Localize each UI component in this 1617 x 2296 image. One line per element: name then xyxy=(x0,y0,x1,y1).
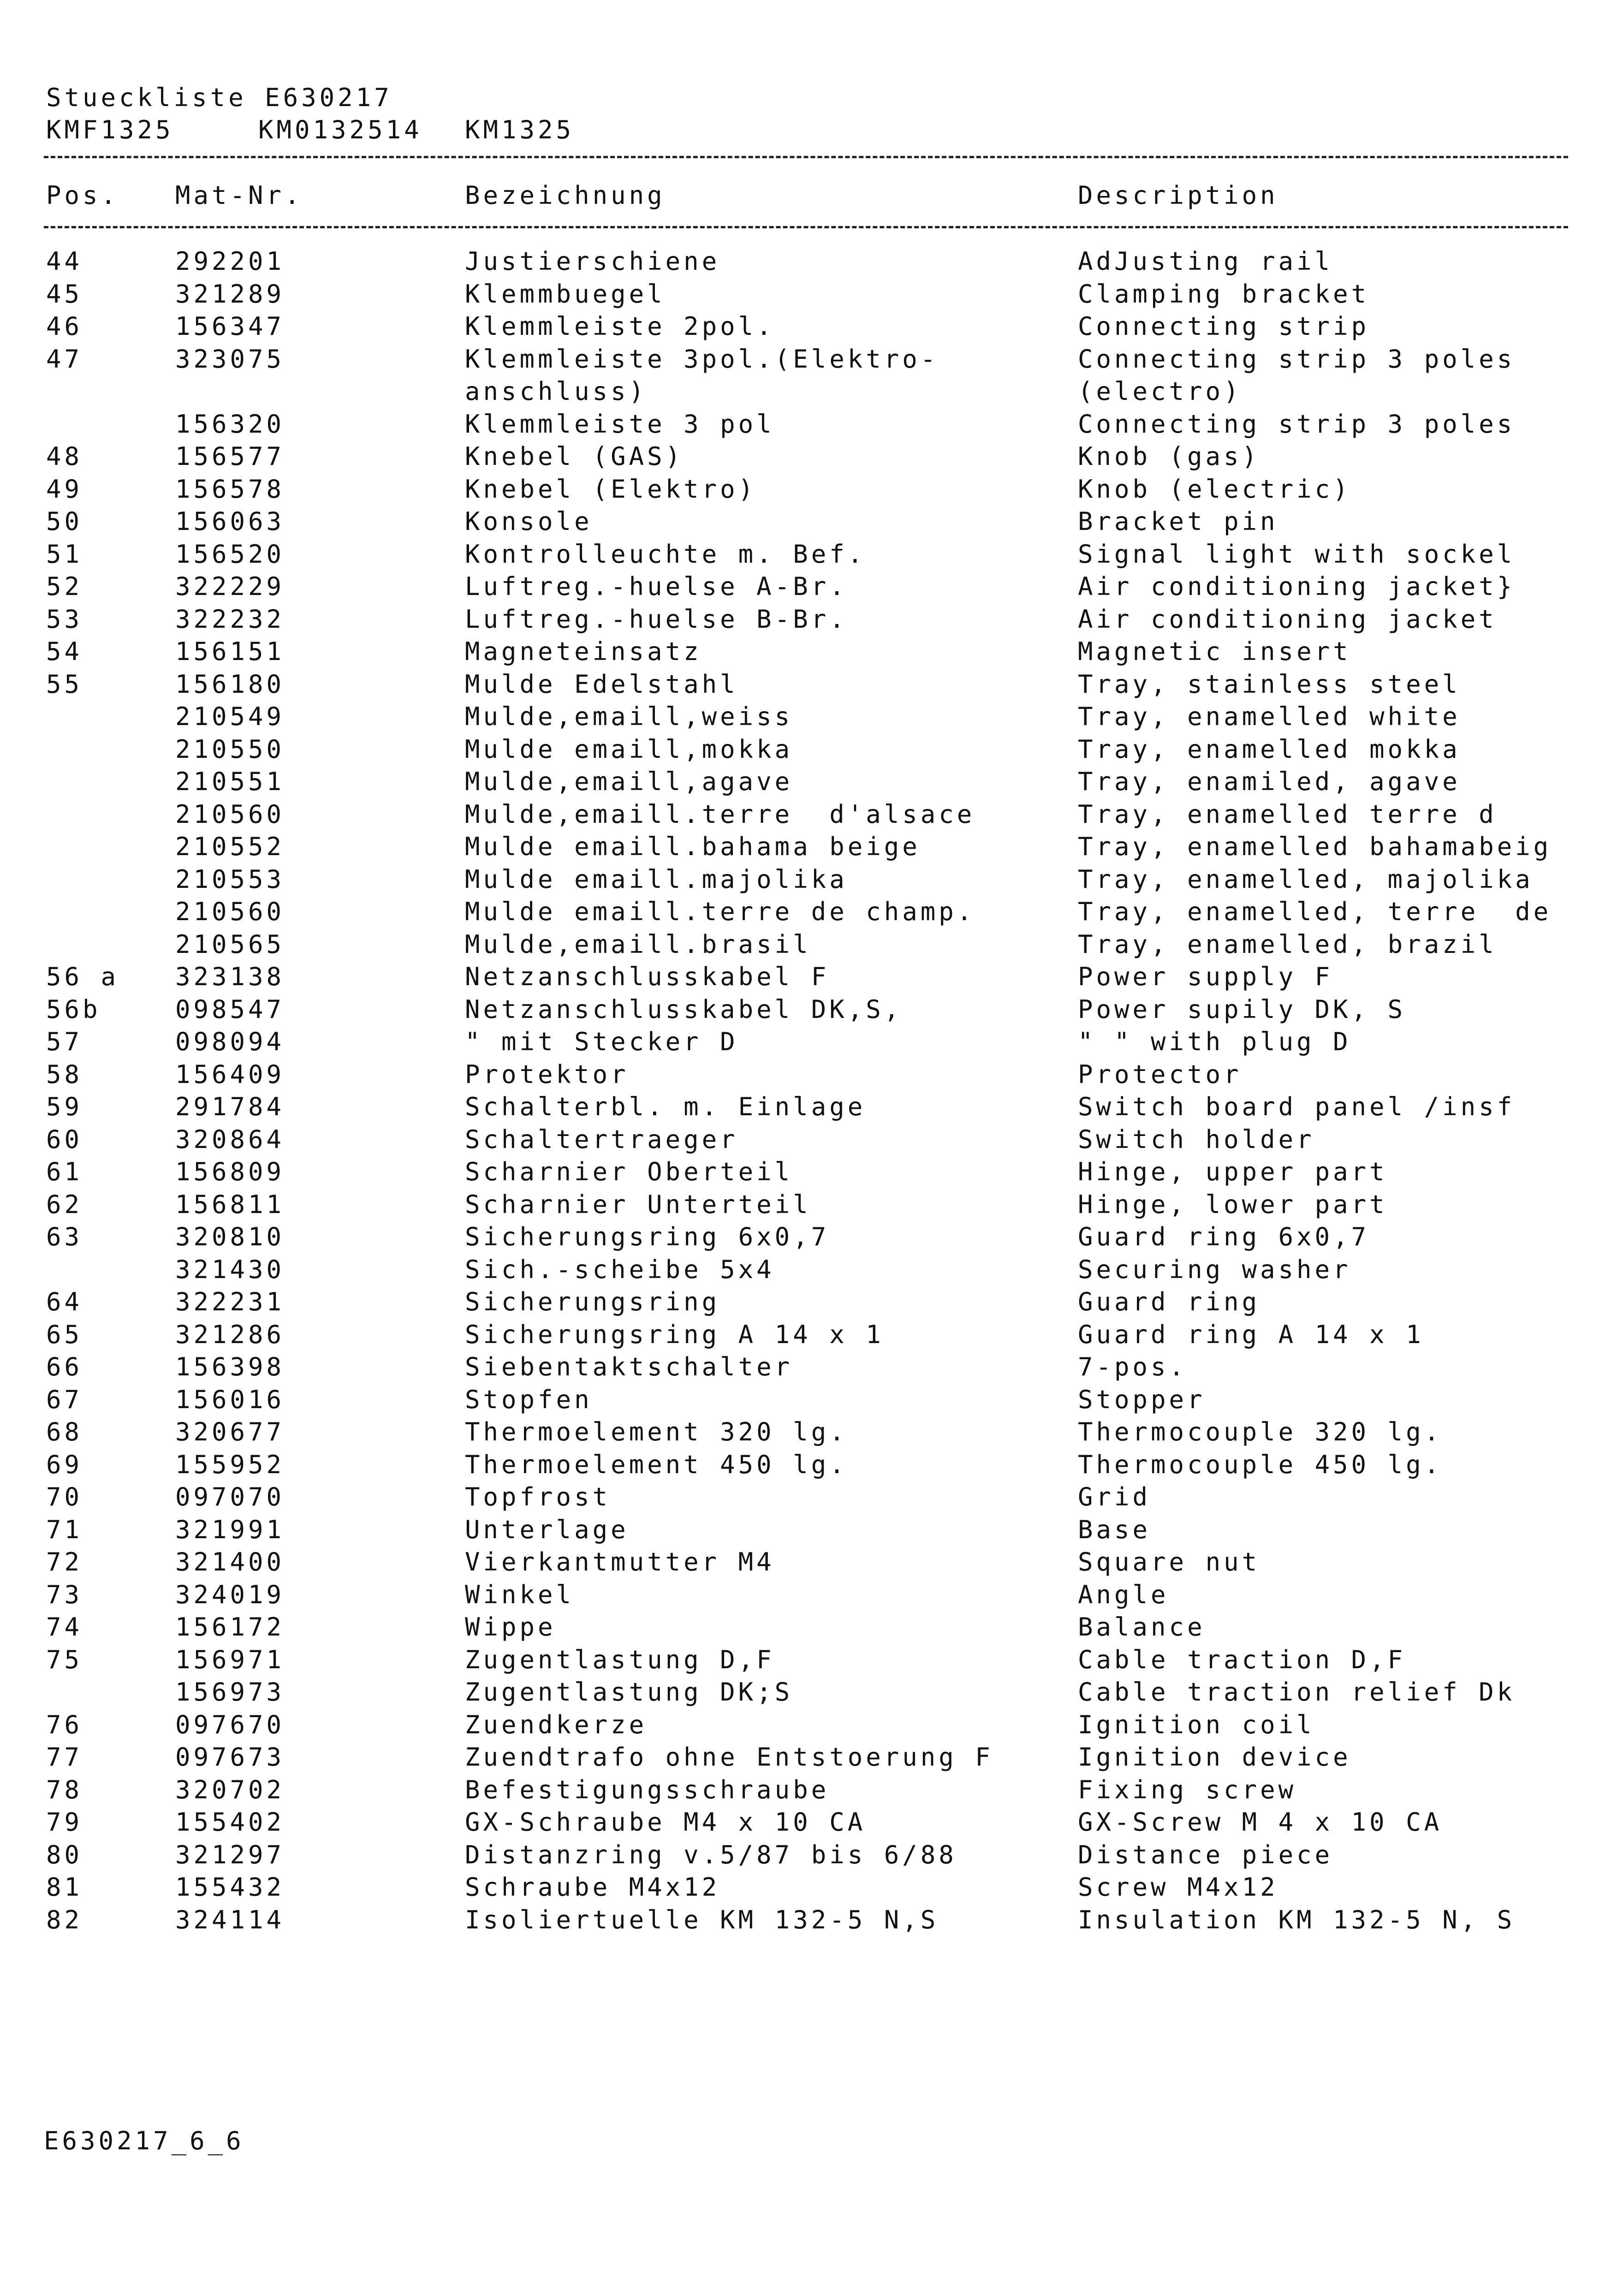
document-title: Stueckliste E630217 xyxy=(46,83,392,112)
cell-pos: 70 xyxy=(46,1482,83,1511)
cell-description: " " with plug D xyxy=(1078,1027,1351,1056)
cell-pos: 57 xyxy=(46,1027,83,1056)
cell-bezeichnung: Scharnier Unterteil xyxy=(465,1190,811,1219)
table-row xyxy=(0,964,1617,997)
cell-pos: 44 xyxy=(46,247,83,276)
cell-description: Screw M4x12 xyxy=(1078,1873,1278,1902)
cell-mat-nr: 155402 xyxy=(175,1808,285,1837)
cell-mat-nr: 210560 xyxy=(175,897,285,926)
cell-description: Magnetic insert xyxy=(1078,637,1351,666)
cell-description: Protector xyxy=(1078,1059,1242,1089)
table-row xyxy=(0,1612,1617,1647)
cell-pos: 80 xyxy=(46,1840,83,1869)
cell-mat-nr: 156577 xyxy=(175,442,285,471)
cell-bezeichnung: Mulde,emaill,weiss xyxy=(465,702,793,731)
cell-bezeichnung: Mulde emaill.bahama beige xyxy=(465,832,921,861)
table-row xyxy=(0,444,1617,476)
cell-description: Power supply F xyxy=(1078,962,1333,991)
cell-bezeichnung: Mulde,emaill.brasil xyxy=(465,929,811,959)
cell-bezeichnung: Schaltertraeger xyxy=(465,1124,738,1154)
cell-mat-nr: 210560 xyxy=(175,799,285,829)
cell-bezeichnung: Schalterbl. m. Einlage xyxy=(465,1092,866,1121)
cell-mat-nr: 097673 xyxy=(175,1743,285,1772)
column-header-description: Description xyxy=(1078,181,1278,210)
cell-mat-nr: 156578 xyxy=(175,474,285,504)
cell-bezeichnung: Klemmleiste 3pol.(Elektro- xyxy=(465,344,939,374)
cell-pos: 82 xyxy=(46,1905,83,1934)
table-row xyxy=(0,604,1617,639)
cell-mat-nr: 210551 xyxy=(175,767,285,796)
cell-mat-nr: 210549 xyxy=(175,702,285,731)
cell-bezeichnung: Topfrost xyxy=(465,1482,611,1511)
cell-mat-nr: 322229 xyxy=(175,572,285,601)
column-header-mat-nr: Mat-Nr. xyxy=(175,181,303,210)
cell-bezeichnung: GX-Schraube M4 x 10 CA xyxy=(465,1808,866,1837)
model-number-2: KM0132514 xyxy=(258,115,422,144)
cell-mat-nr: 320677 xyxy=(175,1417,285,1446)
cell-description: Tray, enamelled, brazil xyxy=(1078,929,1497,959)
table-row xyxy=(0,314,1617,346)
cell-bezeichnung: Sich.-scheibe 5x4 xyxy=(465,1255,775,1284)
cell-bezeichnung: Luftreg.-huelse A-Br. xyxy=(465,572,848,601)
cell-description: Distance piece xyxy=(1078,1840,1333,1869)
cell-bezeichnung: Klemmbuegel xyxy=(465,279,666,309)
cell-pos: 48 xyxy=(46,442,83,471)
cell-mat-nr: 156809 xyxy=(175,1157,285,1186)
cell-bezeichnung: Knebel (Elektro) xyxy=(465,474,757,504)
cell-pos: 63 xyxy=(46,1222,83,1251)
table-row xyxy=(0,1029,1617,1062)
cell-mat-nr: 321430 xyxy=(175,1255,285,1284)
cell-pos: 73 xyxy=(46,1580,83,1609)
cell-mat-nr: 321991 xyxy=(175,1515,285,1544)
cell-description: Grid xyxy=(1078,1482,1151,1511)
table-row xyxy=(0,1810,1617,1842)
cell-bezeichnung: Zugentlastung DK;S xyxy=(465,1677,793,1707)
cell-mat-nr: 320702 xyxy=(175,1775,285,1804)
cell-bezeichnung: Mulde,emaill.terre d'alsace xyxy=(465,799,975,829)
cell-mat-nr: 321297 xyxy=(175,1840,285,1869)
table-row xyxy=(0,1287,1617,1322)
cell-mat-nr: 156347 xyxy=(175,312,285,341)
cell-description: Guard ring A 14 x 1 xyxy=(1078,1320,1424,1349)
cell-mat-nr: 210565 xyxy=(175,929,285,959)
cell-mat-nr: 292201 xyxy=(175,247,285,276)
cell-mat-nr: 097070 xyxy=(175,1482,285,1511)
cell-pos: 50 xyxy=(46,507,83,536)
model-number-3: KM1325 xyxy=(465,115,575,144)
cell-bezeichnung: Mulde emaill.terre de champ. xyxy=(465,897,975,926)
table-row xyxy=(0,864,1617,899)
cell-description: Tray, enamelled white xyxy=(1078,702,1461,731)
cell-description: Ignition coil xyxy=(1078,1710,1315,1739)
table-row xyxy=(0,1124,1617,1160)
cell-bezeichnung: Schraube M4x12 xyxy=(465,1873,720,1902)
table-row xyxy=(0,1417,1617,1452)
cell-description: Connecting strip 3 poles xyxy=(1078,409,1516,439)
top-divider xyxy=(44,156,1568,158)
table-row xyxy=(0,509,1617,541)
cell-mat-nr: 156409 xyxy=(175,1059,285,1089)
column-header-bezeichnung: Bezeichnung xyxy=(465,181,666,210)
cell-mat-nr: 321289 xyxy=(175,279,285,309)
cell-pos: 78 xyxy=(46,1775,83,1804)
cell-description: Clamping bracket xyxy=(1078,279,1370,309)
cell-description: GX-Screw M 4 x 10 CA xyxy=(1078,1808,1443,1837)
cell-bezeichnung: Sicherungsring xyxy=(465,1287,720,1316)
cell-description: Knob (gas) xyxy=(1078,442,1260,471)
cell-bezeichnung: Unterlage xyxy=(465,1515,629,1544)
cell-bezeichnung: Netzanschlusskabel DK,S, xyxy=(465,994,903,1024)
cell-description: Hinge, lower part xyxy=(1078,1190,1388,1219)
cell-pos: 74 xyxy=(46,1612,83,1642)
cell-description: Securing washer xyxy=(1078,1255,1351,1284)
cell-mat-nr: 098547 xyxy=(175,994,285,1024)
cell-description: 7-pos. xyxy=(1078,1352,1188,1381)
cell-mat-nr: 155432 xyxy=(175,1873,285,1902)
table-row xyxy=(0,1517,1617,1550)
cell-mat-nr: 324019 xyxy=(175,1580,285,1609)
cell-pos: 52 xyxy=(46,572,83,601)
cell-pos: 58 xyxy=(46,1059,83,1089)
cell-bezeichnung: Netzanschlusskabel F xyxy=(465,962,830,991)
table-row xyxy=(0,379,1617,411)
cell-pos: 69 xyxy=(46,1450,83,1479)
cell-bezeichnung: Zuendtrafo ohne Entstoerung F xyxy=(465,1743,993,1772)
cell-bezeichnung: Mulde emaill,mokka xyxy=(465,734,793,764)
table-row xyxy=(0,1192,1617,1225)
table-row xyxy=(0,1094,1617,1127)
cell-bezeichnung: Scharnier Oberteil xyxy=(465,1157,793,1186)
cell-bezeichnung: Isoliertuelle KM 132-5 N,S xyxy=(465,1905,939,1934)
cell-pos: 64 xyxy=(46,1287,83,1316)
table-row xyxy=(0,1677,1617,1712)
cell-description: Tray, enamelled, terre de xyxy=(1078,897,1552,926)
cell-pos: 68 xyxy=(46,1417,83,1446)
cell-bezeichnung: Zuendkerze xyxy=(465,1710,648,1739)
cell-description: Cable traction D,F xyxy=(1078,1645,1406,1674)
cell-mat-nr: 156398 xyxy=(175,1352,285,1381)
cell-description: Balance xyxy=(1078,1612,1206,1642)
table-row xyxy=(0,409,1617,444)
cell-description: Tray, enamiled, agave xyxy=(1078,767,1461,796)
cell-bezeichnung: Justierschiene xyxy=(465,247,720,276)
cell-description: Hinge, upper part xyxy=(1078,1157,1388,1186)
cell-description: Tray, enamelled terre d xyxy=(1078,799,1497,829)
cell-description: Switch holder xyxy=(1078,1124,1315,1154)
cell-description: Thermocouple 320 lg. xyxy=(1078,1417,1443,1446)
cell-description: Thermocouple 450 lg. xyxy=(1078,1450,1443,1479)
cell-bezeichnung: anschluss) xyxy=(465,377,648,406)
cell-description: Knob (electric) xyxy=(1078,474,1351,504)
cell-pos: 67 xyxy=(46,1385,83,1414)
cell-description: Tray, enamelled bahamabeig xyxy=(1078,832,1552,861)
cell-pos: 62 xyxy=(46,1190,83,1219)
table-row xyxy=(0,344,1617,379)
table-row xyxy=(0,1322,1617,1355)
cell-mat-nr: 097670 xyxy=(175,1710,285,1739)
cell-description: Power supily DK, S xyxy=(1078,994,1406,1024)
table-row xyxy=(0,734,1617,769)
cell-pos: 76 xyxy=(46,1710,83,1739)
cell-bezeichnung: Distanzring v.5/87 bis 6/88 xyxy=(465,1840,957,1869)
cell-bezeichnung: Mulde Edelstahl xyxy=(465,669,738,699)
table-row xyxy=(0,1745,1617,1777)
cell-description: Signal light with sockel xyxy=(1078,539,1516,569)
cell-pos: 49 xyxy=(46,474,83,504)
cell-bezeichnung: Konsole xyxy=(465,507,593,536)
cell-pos: 56b xyxy=(46,994,101,1024)
table-row xyxy=(0,994,1617,1029)
cell-bezeichnung: Zugentlastung D,F xyxy=(465,1645,775,1674)
cell-description: Connecting strip xyxy=(1078,312,1370,341)
cell-pos: 53 xyxy=(46,604,83,634)
cell-mat-nr: 156973 xyxy=(175,1677,285,1707)
table-row xyxy=(0,669,1617,704)
cell-description: (electro) xyxy=(1078,377,1242,406)
cell-description: Square nut xyxy=(1078,1547,1260,1576)
cell-mat-nr: 321400 xyxy=(175,1547,285,1576)
cell-description: Cable traction relief Dk xyxy=(1078,1677,1516,1707)
cell-pos: 51 xyxy=(46,539,83,569)
table-row xyxy=(0,1257,1617,1290)
cell-pos: 61 xyxy=(46,1157,83,1186)
table-row xyxy=(0,929,1617,964)
cell-mat-nr: 324114 xyxy=(175,1905,285,1934)
cell-mat-nr: 098094 xyxy=(175,1027,285,1056)
cell-description: Ignition device xyxy=(1078,1743,1351,1772)
cell-mat-nr: 322231 xyxy=(175,1287,285,1316)
header-divider xyxy=(44,226,1568,228)
cell-mat-nr: 156811 xyxy=(175,1190,285,1219)
cell-mat-nr: 156172 xyxy=(175,1612,285,1642)
cell-pos: 56 a xyxy=(46,962,119,991)
table-row xyxy=(0,834,1617,867)
cell-bezeichnung: Mulde,emaill,agave xyxy=(465,767,793,796)
cell-mat-nr: 156063 xyxy=(175,507,285,536)
table-row xyxy=(0,639,1617,672)
table-row xyxy=(0,1645,1617,1680)
cell-bezeichnung: Wippe xyxy=(465,1612,556,1642)
cell-pos: 55 xyxy=(46,669,83,699)
cell-description: Bracket pin xyxy=(1078,507,1278,536)
cell-bezeichnung: Knebel (GAS) xyxy=(465,442,684,471)
table-row xyxy=(0,1059,1617,1094)
cell-mat-nr: 291784 xyxy=(175,1092,285,1121)
cell-mat-nr: 156320 xyxy=(175,409,285,439)
cell-description: Air conditioning jacket} xyxy=(1078,572,1516,601)
cell-description: Tray, enamelled mokka xyxy=(1078,734,1461,764)
cell-pos: 60 xyxy=(46,1124,83,1154)
cell-pos: 77 xyxy=(46,1743,83,1772)
table-row xyxy=(0,704,1617,737)
cell-pos: 66 xyxy=(46,1352,83,1381)
table-row xyxy=(0,899,1617,932)
cell-mat-nr: 156520 xyxy=(175,539,285,569)
cell-mat-nr: 156971 xyxy=(175,1645,285,1674)
cell-description: Tray, enamelled, majolika xyxy=(1078,864,1534,894)
table-row xyxy=(0,574,1617,607)
table-row xyxy=(0,1840,1617,1875)
cell-bezeichnung: Protektor xyxy=(465,1059,629,1089)
cell-description: Insulation KM 132-5 N, S xyxy=(1078,1905,1516,1934)
table-row xyxy=(0,1157,1617,1192)
cell-pos: 59 xyxy=(46,1092,83,1121)
cell-pos: 75 xyxy=(46,1645,83,1674)
column-header-pos: Pos. xyxy=(46,181,119,210)
cell-bezeichnung: " mit Stecker D xyxy=(465,1027,738,1056)
cell-pos: 79 xyxy=(46,1808,83,1837)
cell-pos: 72 xyxy=(46,1547,83,1576)
table-row xyxy=(0,1547,1617,1582)
cell-pos: 71 xyxy=(46,1515,83,1544)
table-row xyxy=(0,1222,1617,1257)
cell-bezeichnung: Klemmleiste 2pol. xyxy=(465,312,775,341)
cell-bezeichnung: Siebentaktschalter xyxy=(465,1352,793,1381)
cell-description: Angle xyxy=(1078,1580,1169,1609)
cell-pos: 45 xyxy=(46,279,83,309)
table-row xyxy=(0,1710,1617,1745)
cell-description: AdJusting rail xyxy=(1078,247,1333,276)
cell-bezeichnung: Kontrolleuchte m. Bef. xyxy=(465,539,866,569)
cell-bezeichnung: Klemmleiste 3 pol xyxy=(465,409,775,439)
cell-mat-nr: 156151 xyxy=(175,637,285,666)
model-number-1: KMF1325 xyxy=(46,115,174,144)
cell-bezeichnung: Luftreg.-huelse B-Br. xyxy=(465,604,848,634)
cell-mat-nr: 210550 xyxy=(175,734,285,764)
table-row xyxy=(0,1452,1617,1485)
cell-description: Guard ring 6x0,7 xyxy=(1078,1222,1370,1251)
cell-mat-nr: 320810 xyxy=(175,1222,285,1251)
cell-mat-nr: 156016 xyxy=(175,1385,285,1414)
cell-bezeichnung: Stopfen xyxy=(465,1385,593,1414)
cell-description: Tray, stainless steel xyxy=(1078,669,1461,699)
cell-bezeichnung: Sicherungsring 6x0,7 xyxy=(465,1222,830,1251)
cell-description: Fixing screw xyxy=(1078,1775,1297,1804)
cell-bezeichnung: Vierkantmutter M4 xyxy=(465,1547,775,1576)
cell-mat-nr: 323075 xyxy=(175,344,285,374)
cell-description: Switch board panel /insf xyxy=(1078,1092,1516,1121)
table-row xyxy=(0,1352,1617,1387)
cell-mat-nr: 155952 xyxy=(175,1450,285,1479)
table-row xyxy=(0,1387,1617,1420)
cell-mat-nr: 322232 xyxy=(175,604,285,634)
cell-pos: 54 xyxy=(46,637,83,666)
table-row xyxy=(0,1875,1617,1907)
cell-mat-nr: 320864 xyxy=(175,1124,285,1154)
cell-bezeichnung: Winkel xyxy=(465,1580,575,1609)
cell-pos: 65 xyxy=(46,1320,83,1349)
cell-bezeichnung: Sicherungsring A 14 x 1 xyxy=(465,1320,884,1349)
cell-description: Guard ring xyxy=(1078,1287,1260,1316)
cell-mat-nr: 323138 xyxy=(175,962,285,991)
footer-code: E630217_6_6 xyxy=(44,2126,244,2155)
cell-mat-nr: 210552 xyxy=(175,832,285,861)
table-row xyxy=(0,1482,1617,1517)
table-row xyxy=(0,1582,1617,1615)
cell-description: Air conditioning jacket xyxy=(1078,604,1497,634)
cell-bezeichnung: Magneteinsatz xyxy=(465,637,702,666)
cell-pos: 81 xyxy=(46,1873,83,1902)
table-row xyxy=(0,539,1617,574)
cell-pos: 47 xyxy=(46,344,83,374)
cell-description: Stopper xyxy=(1078,1385,1206,1414)
table-row xyxy=(0,249,1617,281)
table-row xyxy=(0,769,1617,802)
cell-description: Base xyxy=(1078,1515,1151,1544)
table-row xyxy=(0,1775,1617,1810)
cell-bezeichnung: Mulde emaill.majolika xyxy=(465,864,848,894)
table-row xyxy=(0,279,1617,314)
table-row xyxy=(0,474,1617,509)
cell-bezeichnung: Thermoelement 320 lg. xyxy=(465,1417,848,1446)
cell-bezeichnung: Thermoelement 450 lg. xyxy=(465,1450,848,1479)
cell-pos: 46 xyxy=(46,312,83,341)
table-row xyxy=(0,799,1617,834)
table-row xyxy=(0,1905,1617,1940)
cell-mat-nr: 156180 xyxy=(175,669,285,699)
cell-bezeichnung: Befestigungsschraube xyxy=(465,1775,830,1804)
cell-description: Connecting strip 3 poles xyxy=(1078,344,1516,374)
cell-mat-nr: 321286 xyxy=(175,1320,285,1349)
cell-mat-nr: 210553 xyxy=(175,864,285,894)
